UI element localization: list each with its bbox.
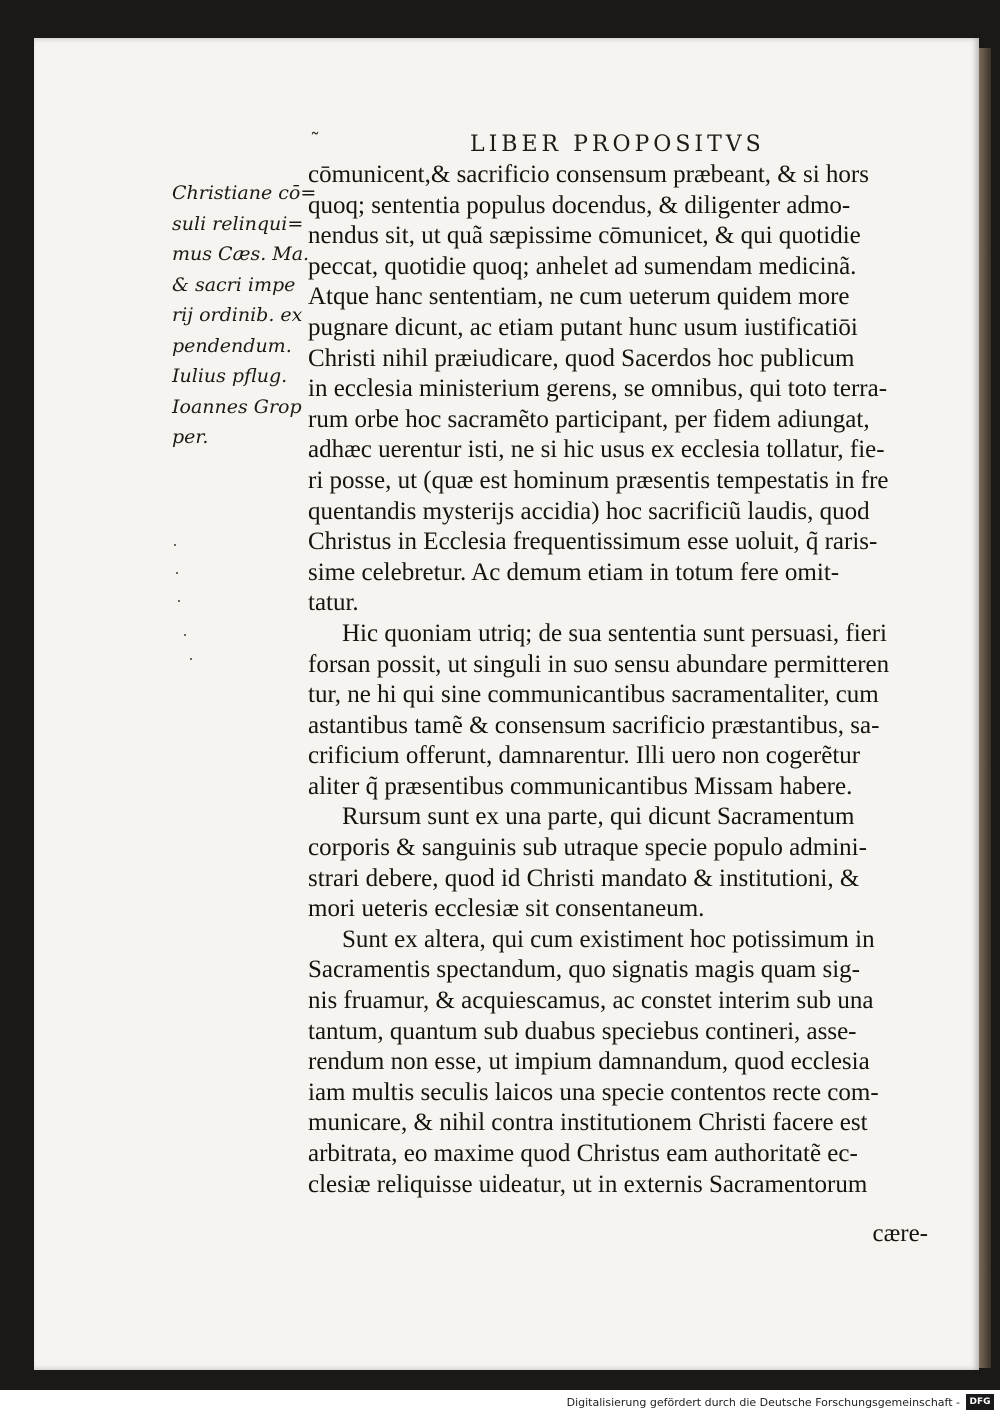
text-line: rendum non esse, ut impium damnandum, quod ecclesia — [308, 1048, 870, 1076]
catchword: cære- — [872, 1220, 928, 1247]
paper-specks — [170, 540, 210, 680]
text-line: Christus in Ecclesia frequentissimum esse uoluit, q̃ raris- — [308, 528, 878, 556]
text-line: arbitrata, eo maxime quod Christus eam authoritatẽ ec- — [308, 1140, 858, 1167]
marginal-note — [172, 178, 317, 453]
marginal-line: suli relinqui= — [172, 212, 304, 235]
text-line: corporis & sanguinis sub utraque specie populo admini- — [308, 834, 867, 862]
text-line: municare, & nihil contra institutionem Christi facere est — [308, 1109, 868, 1137]
text-line: nendus sit, ut quã sæpissime cōmunicet, & qui quotidie — [308, 222, 861, 250]
main-text-block — [308, 160, 933, 1200]
text-line: sime celebretur. Ac demum etiam in totum fere omit- — [308, 558, 840, 586]
text-line: clesiæ reliquisse uideatur, ut in externis Sacramentorum — [308, 1170, 868, 1198]
ornament-mark: ˜ — [310, 128, 320, 152]
text-line: tantum, quantum sub duabus speciebus contineri, asse- — [308, 1017, 857, 1045]
text-line: crificium offerunt, damnarentur. Illi uero non cogerẽtur — [308, 742, 861, 770]
marginal-line: Christiane cō= — [172, 182, 317, 204]
marginal-line: Ioannes Grop — [172, 395, 302, 418]
text-line: tatur. — [308, 589, 359, 617]
marginal-line: Iulius pflug. — [172, 365, 288, 387]
running-head: LIBER PROPOSITVS — [470, 132, 765, 157]
text-line: tur, ne hi qui sine communicantibus sacramentaliter, cum — [308, 681, 879, 709]
text-line: in ecclesia ministerium gerens, se omnibus, qui toto terra- — [308, 375, 888, 403]
text-line: Christi nihil præiudicare, quod Sacerdos hoc publicum — [308, 344, 855, 372]
paragraph-start: Sunt ex altera, qui cum existiment hoc potissimum in — [342, 925, 875, 953]
text-line: quentandis mysterijs accidia) hoc sacrificiũ laudis, quod — [308, 497, 870, 525]
text-line: iam multis seculis laicos una specie contentos recte com- — [308, 1078, 879, 1106]
text-line: cōmunicent,& sacrificio consensum præbeant, & si hors — [308, 161, 869, 188]
text-line: astantibus tamẽ & consensum sacrificio præstantibus, sa- — [308, 711, 880, 739]
text-line: quoq; sententia populus docendus, & diligenter admo- — [308, 191, 851, 219]
dfg-logo: DFG — [966, 1394, 994, 1410]
marginal-line: rij ordinib. ex — [172, 304, 303, 326]
text-line: mori ueteris ecclesiæ sit consentaneum. — [308, 895, 705, 923]
paragraph-start: Hic quoniam utriq; de sua sententia sunt persuasi, fieri — [342, 619, 888, 647]
paragraph-start: Rursum sunt ex una parte, qui dicunt Sacramentum — [342, 803, 855, 831]
marginal-line: pendendum. — [172, 334, 292, 357]
text-line: adhæc uerentur isti, ne si hic usus ex ecclesia tollatur, fie- — [308, 436, 885, 464]
text-line: peccat, quotidie quoq; anhelet ad sumendam medicinã. — [308, 252, 857, 280]
text-line: strari debere, quod id Christi mandato & institutioni, & — [308, 864, 860, 892]
marginal-line: mus Cæs. Ma. — [172, 243, 310, 265]
marginal-line: per. — [172, 426, 209, 448]
text-line: aliter q̃ præsentibus communicantibus Missam habere. — [308, 772, 853, 800]
text-line: ri posse, ut (quæ est hominum præsentis tempestatis in fre — [308, 466, 889, 494]
text-line: forsan possit, ut singuli in suo sensu abundare permitteren — [308, 650, 890, 678]
text-line: Sacramentis spectandum, quo signatis magis quam sig- — [308, 956, 860, 984]
text-line: Atque hanc sententiam, ne cum ueterum quidem more — [308, 283, 850, 311]
text-line: nis fruamur, & acquiescamus, ac constet interim sub una — [308, 987, 874, 1015]
text-line: rum orbe hoc sacramẽto participant, per fidem adiungat, — [308, 405, 870, 433]
text-line: pugnare dicunt, ac etiam putant hunc usum iustificatiōi — [308, 313, 858, 341]
funding-credit: Digitalisierung gefördert durch die Deutsche Forschungsgemeinschaft - — [566, 1396, 960, 1409]
page-edge — [979, 48, 991, 1368]
marginal-line: & sacri impe — [172, 273, 296, 296]
